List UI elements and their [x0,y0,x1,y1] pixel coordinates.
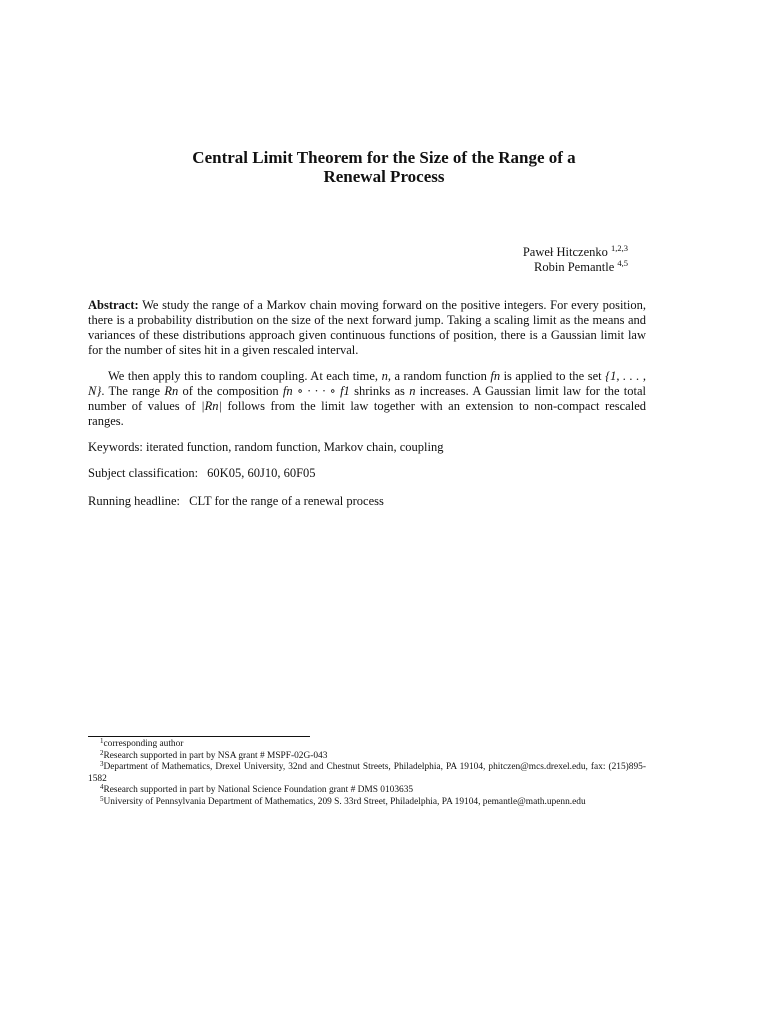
paper-title [88,148,680,186]
math-abs-Rn: |Rn| [201,399,222,413]
footnote-text: Research supported in part by NSA grant # MSPF-02G-043 [103,750,328,761]
footnote-mark: 5 [100,794,104,803]
footnote-mark: 2 [100,748,104,757]
math-n: n [381,369,388,383]
running-headline-value: CLT for the range of a renewal process [189,494,384,508]
author-footnote-marks: 1,2,3 [611,243,628,253]
footnote-2 [88,748,646,763]
author-name: Paweł Hitczenko [522,245,608,259]
math-fn: fn [490,369,501,383]
author-1 [523,245,628,260]
keywords-value: iterated function, random function, Markov chain, coupling [145,440,444,454]
footnote-5 [88,794,646,809]
text-run: , a random function [387,369,491,383]
text-run: is applied to the set [500,369,606,383]
author-footnote-marks: 4,5 [617,258,628,268]
title-line-2: Renewal Process [323,167,445,186]
footnote-4 [88,785,646,797]
text-run: We then apply this to random coupling. At each time, [108,369,382,383]
author-name: Robin Pemantle [534,260,615,274]
math-composition: fn ∘ · · · ∘ f1 [282,384,350,398]
text-run: . The range [101,384,165,398]
footnote-text: Research supported in part by National Science Foundation grant # DMS 0103635 [103,785,414,796]
footnote-text: Department of Mathematics, Drexel University, 32nd and Chestnut Streets, Philadelphia, PA 19104, phitczen@mcs.drexel.edu, fax: (215)895-1582 [88,762,646,784]
footnote-mark: 3 [100,760,104,769]
keywords-line [88,440,646,455]
text-run: shrinks as [349,384,410,398]
text-run: follows from the limit law together with an extension to non-compact rescaled ranges. [88,399,646,428]
subject-classification-line [88,466,646,481]
abstract-paragraph [88,298,646,358]
author-2 [523,260,628,275]
running-headline-label: Running headline: [88,494,180,508]
math-Rn: Rn [164,384,179,398]
running-headline-line [88,494,646,509]
title-line-1: Central Limit Theorem for the Size of the Range of a [192,148,576,167]
math-n: n [409,384,416,398]
subject-value: 60K05, 60J10, 60F05 [207,466,316,480]
footnote-mark: 4 [100,783,104,792]
footnote-1 [88,739,646,751]
footnote-3 [88,762,646,785]
keywords-label: Keywords: [88,440,143,454]
footnote-text: University of Pennsylvania Department of Mathematics, 209 S. 33rd Street, Philadelphia, PA 19104, pemantle@math.upenn.edu [103,796,586,807]
math-set: {1, . . . , N} [88,369,646,398]
coupling-paragraph [88,369,646,429]
author-block [523,245,628,275]
footnote-mark: 1 [100,737,104,745]
footnotes [88,739,646,809]
text-run: increases. A Gaussian limit law for the total number of values of [88,384,647,413]
subject-label: Subject classification: [88,466,199,480]
footnote-text: corresponding author [103,739,184,749]
text-run: of the composition [178,384,283,398]
abstract-label: Abstract: [88,298,139,312]
abstract-text: We study the range of a Markov chain moving forward on the positive integers. For every position, there is a probability distribution on the size of the next forward jump. Taking a scaling limit as the means and variances of these distributions approach given continuous functions of position, there is a Gaussian limit law for the number of sites hit in a given rescaled interval. [88,298,646,357]
footnote-rule [88,736,310,737]
